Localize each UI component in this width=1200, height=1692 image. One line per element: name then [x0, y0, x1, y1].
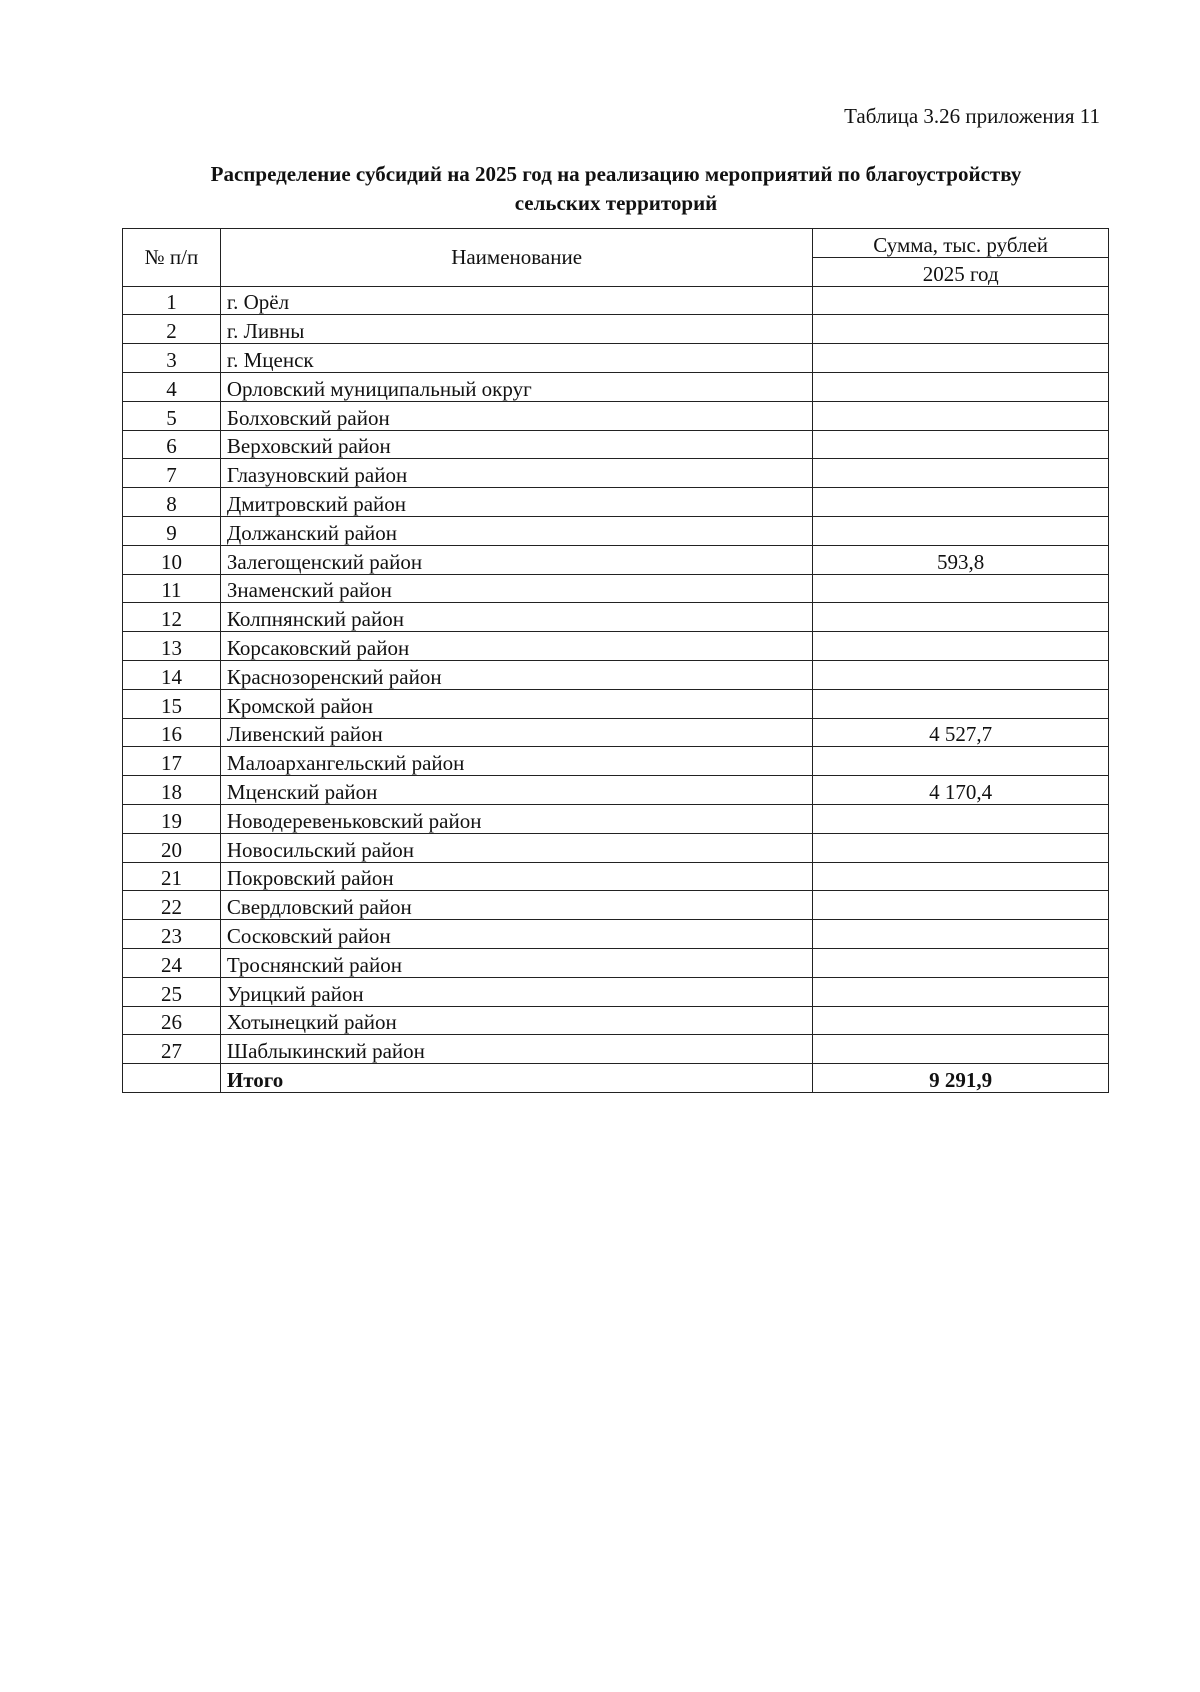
row-name: Итого [220, 1064, 812, 1093]
row-sum: 4 170,4 [813, 776, 1109, 805]
table-row [123, 344, 1109, 373]
row-sum [813, 603, 1109, 632]
table-row [123, 632, 1109, 661]
row-name: г. Орёл [220, 286, 812, 315]
row-sum [813, 948, 1109, 977]
table-row [123, 833, 1109, 862]
table-row [123, 660, 1109, 689]
row-name: Сосковский район [220, 920, 812, 949]
row-number: 25 [123, 977, 221, 1006]
row-number [123, 1064, 221, 1093]
row-number: 1 [123, 286, 221, 315]
row-number: 16 [123, 718, 221, 747]
row-name: Орловский муниципальный округ [220, 372, 812, 401]
row-name: Свердловский район [220, 891, 812, 920]
row-number: 20 [123, 833, 221, 862]
row-number: 27 [123, 1035, 221, 1064]
row-number: 8 [123, 488, 221, 517]
row-number: 22 [123, 891, 221, 920]
row-sum: 593,8 [813, 545, 1109, 574]
row-sum [813, 372, 1109, 401]
row-number: 24 [123, 948, 221, 977]
row-sum [813, 401, 1109, 430]
row-name: Малоархангельский район [220, 747, 812, 776]
subsidy-table [122, 228, 1109, 1093]
table-row [123, 747, 1109, 776]
row-name: Залегощенский район [220, 545, 812, 574]
row-sum [813, 804, 1109, 833]
row-name: Болховский район [220, 401, 812, 430]
row-sum [813, 920, 1109, 949]
header-num: № п/п [123, 229, 221, 287]
title-line-1: Распределение субсидий на 2025 год на реализацию мероприятий по благоустройству [210, 162, 1022, 186]
row-name: Мценский район [220, 776, 812, 805]
row-name: Троснянский район [220, 948, 812, 977]
row-name: Дмитровский район [220, 488, 812, 517]
header-year: 2025 год [813, 257, 1109, 286]
table-label: Таблица 3.26 приложения 11 [844, 104, 1100, 128]
row-number: 3 [123, 344, 221, 373]
row-sum [813, 344, 1109, 373]
row-sum [813, 747, 1109, 776]
header-name: Наименование [220, 229, 812, 287]
table-row [123, 1035, 1109, 1064]
row-number: 6 [123, 430, 221, 459]
row-sum: 4 527,7 [813, 718, 1109, 747]
row-name: Ливенский район [220, 718, 812, 747]
row-name: Шаблыкинский район [220, 1035, 812, 1064]
row-number: 19 [123, 804, 221, 833]
table-row [123, 459, 1109, 488]
table-row [123, 488, 1109, 517]
row-sum [813, 977, 1109, 1006]
row-sum [813, 891, 1109, 920]
table-row [123, 401, 1109, 430]
row-number: 21 [123, 862, 221, 891]
table-row [123, 689, 1109, 718]
row-sum [813, 660, 1109, 689]
row-sum [813, 689, 1109, 718]
table-row [123, 286, 1109, 315]
row-name: Должанский район [220, 516, 812, 545]
row-name: Корсаковский район [220, 632, 812, 661]
row-sum [813, 286, 1109, 315]
row-sum [813, 430, 1109, 459]
row-name: Хотынецкий район [220, 1006, 812, 1035]
row-number: 4 [123, 372, 221, 401]
row-number: 2 [123, 315, 221, 344]
table-row [123, 776, 1109, 805]
row-number: 12 [123, 603, 221, 632]
row-number: 11 [123, 574, 221, 603]
row-number: 7 [123, 459, 221, 488]
row-name: Новодеревеньковский район [220, 804, 812, 833]
header-sum: Сумма, тыс. рублей [813, 229, 1109, 258]
row-sum [813, 516, 1109, 545]
table-row [123, 920, 1109, 949]
table-row [123, 574, 1109, 603]
row-name: Знаменский район [220, 574, 812, 603]
row-name: г. Ливны [220, 315, 812, 344]
row-name: Урицкий район [220, 977, 812, 1006]
row-sum [813, 632, 1109, 661]
row-sum [813, 833, 1109, 862]
row-name: Верховский район [220, 430, 812, 459]
row-sum [813, 315, 1109, 344]
row-number: 5 [123, 401, 221, 430]
row-name: Покровский район [220, 862, 812, 891]
row-sum [813, 862, 1109, 891]
row-sum [813, 574, 1109, 603]
table-row [123, 948, 1109, 977]
table-row [123, 804, 1109, 833]
table-row [123, 315, 1109, 344]
title-line-2: сельских территорий [514, 191, 718, 215]
row-number: 15 [123, 689, 221, 718]
table-row [123, 718, 1109, 747]
row-number: 9 [123, 516, 221, 545]
row-number: 26 [123, 1006, 221, 1035]
table-row [123, 545, 1109, 574]
table-row [123, 862, 1109, 891]
row-name: Кромской район [220, 689, 812, 718]
row-name: Колпнянский район [220, 603, 812, 632]
row-sum [813, 1035, 1109, 1064]
table-row [123, 372, 1109, 401]
row-sum [813, 1006, 1109, 1035]
row-name: Краснозоренский район [220, 660, 812, 689]
row-number: 10 [123, 545, 221, 574]
document-title [120, 160, 1112, 218]
table-body [123, 229, 1109, 1093]
table-row [123, 977, 1109, 1006]
row-number: 13 [123, 632, 221, 661]
table-row [123, 1006, 1109, 1035]
row-sum: 9 291,9 [813, 1064, 1109, 1093]
header-row [123, 229, 1109, 258]
row-name: Глазуновский район [220, 459, 812, 488]
row-number: 17 [123, 747, 221, 776]
table-row [123, 516, 1109, 545]
table-row [123, 430, 1109, 459]
total-row [123, 1064, 1109, 1093]
row-name: г. Мценск [220, 344, 812, 373]
row-name: Новосильский район [220, 833, 812, 862]
row-sum [813, 459, 1109, 488]
row-number: 23 [123, 920, 221, 949]
row-number: 14 [123, 660, 221, 689]
table-row [123, 603, 1109, 632]
row-sum [813, 488, 1109, 517]
row-number: 18 [123, 776, 221, 805]
table-row [123, 891, 1109, 920]
